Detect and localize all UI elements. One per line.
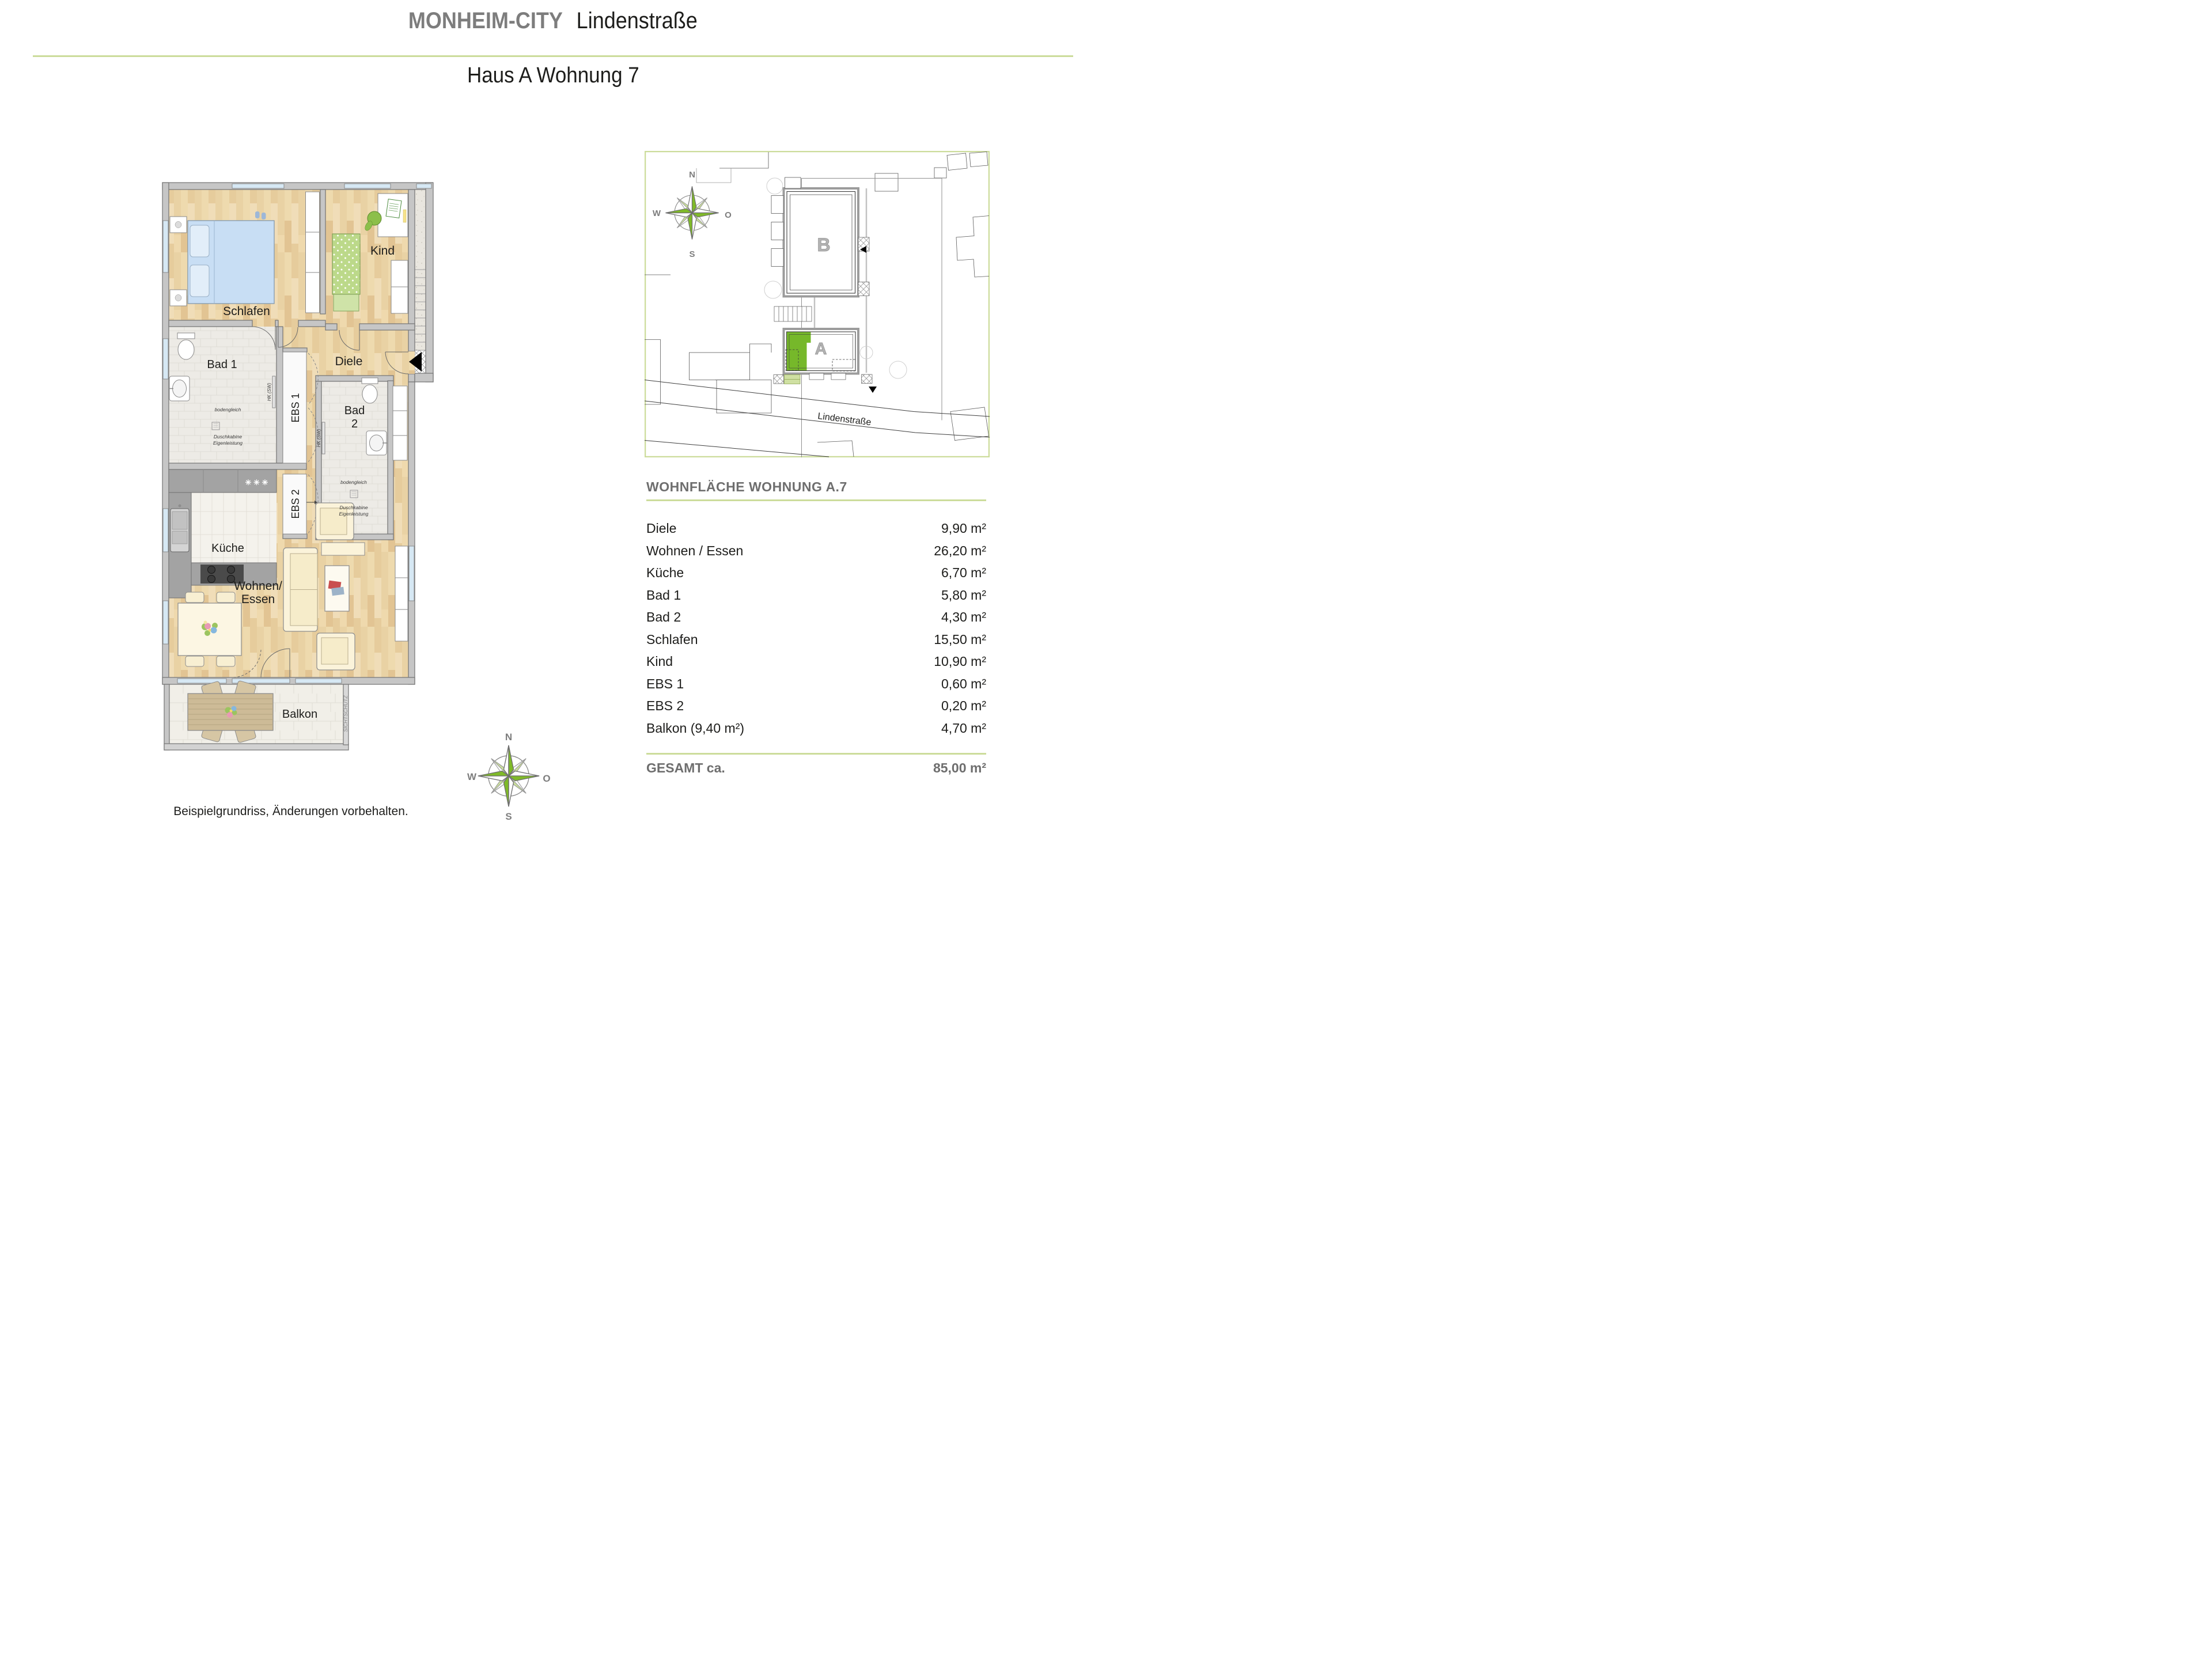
table-row bbox=[646, 521, 986, 543]
site-plan-svg bbox=[645, 151, 990, 457]
row-label: Schlafen bbox=[646, 631, 698, 647]
brochure-page bbox=[0, 0, 1106, 830]
row-label: Wohnen / Essen bbox=[646, 543, 744, 558]
row-value: 5,80 m² bbox=[941, 587, 986, 603]
parking-row bbox=[774, 306, 812, 321]
label-ebs1: EBS 1 bbox=[290, 393, 301, 423]
area-table-title: WOHNFLÄCHE WOHNUNG A.7 bbox=[646, 479, 847, 494]
compass-o-label: O bbox=[725, 210, 732, 220]
window-essen-left bbox=[163, 601, 168, 644]
row-value: 4,70 m² bbox=[941, 720, 986, 736]
table-total-row bbox=[646, 760, 986, 783]
compass-n-label: N bbox=[689, 170, 695, 180]
window-bad1-left bbox=[163, 339, 168, 379]
label-burners: ✳ ✳ ✳ bbox=[245, 478, 268, 487]
window-kueche-left bbox=[163, 509, 168, 552]
row-value: 4,30 m² bbox=[941, 609, 986, 624]
label-kueche: Küche bbox=[211, 542, 244, 555]
table-row bbox=[646, 698, 986, 721]
table-row bbox=[646, 609, 986, 632]
table-row bbox=[646, 654, 986, 676]
label-building-b: B bbox=[817, 234, 831, 255]
label-eigenleistung-1: Eigenleistung bbox=[213, 440, 243, 446]
label-hk-sw-2: HK (SW) bbox=[316, 429, 321, 448]
window-schlafen-left bbox=[163, 221, 168, 272]
row-label: Bad 2 bbox=[646, 609, 681, 624]
row-value: 6,70 m² bbox=[941, 565, 986, 580]
row-label: Küche bbox=[646, 565, 684, 580]
site-plan bbox=[645, 151, 990, 457]
compass-o-label: O bbox=[543, 773, 551, 784]
label-schlafen: Schlafen bbox=[223, 305, 270, 318]
row-value: 10,90 m² bbox=[934, 654, 986, 669]
label-eigenleistung-2: Eigenleistung bbox=[339, 511, 369, 517]
floor-plan bbox=[160, 177, 439, 751]
brand-title: MONHEIM-CITY bbox=[408, 8, 563, 33]
label-diele: Diele bbox=[335, 355, 363, 368]
compass-s-label: S bbox=[689, 249, 695, 259]
floor-plan-svg bbox=[160, 177, 439, 751]
label-duschkabine-2: Duschkabine bbox=[339, 505, 368, 510]
row-label: Kind bbox=[646, 654, 673, 669]
compass-s-label: S bbox=[505, 811, 512, 822]
label-bad2-2: 2 bbox=[351, 418, 358, 430]
row-value: 0,60 m² bbox=[941, 676, 986, 691]
table-row bbox=[646, 543, 986, 566]
window-kind-top bbox=[344, 184, 391, 188]
compass-w-label: W bbox=[467, 771, 477, 782]
label-bad1: Bad 1 bbox=[207, 358, 237, 371]
label-street: Lindenstraße bbox=[817, 411, 872, 428]
table-row bbox=[646, 588, 986, 610]
window-stair-top bbox=[416, 184, 431, 188]
page-subtitle: Haus A Wohnung 7 bbox=[467, 63, 639, 88]
window-wohnen-right bbox=[409, 546, 414, 601]
label-ebs2: EBS 2 bbox=[290, 489, 301, 519]
window-schlafen-top bbox=[232, 184, 284, 188]
table-row bbox=[646, 565, 986, 588]
area-table-rows bbox=[646, 521, 986, 743]
row-label: Bad 1 bbox=[646, 587, 681, 603]
area-table-rule-bottom bbox=[646, 753, 986, 755]
header-divider bbox=[33, 55, 1073, 57]
row-label: Balkon (9,40 m²) bbox=[646, 720, 745, 736]
total-value: 85,00 m² bbox=[933, 760, 986, 775]
row-label: EBS 2 bbox=[646, 698, 684, 713]
label-bad2-1: Bad bbox=[344, 404, 365, 417]
label-wohnen-1: Wohnen/ bbox=[234, 579, 282, 593]
label-building-a: A bbox=[815, 340, 827, 358]
label-duschkabine-1: Duschkabine bbox=[213, 434, 243, 440]
label-wohnen-2: Essen bbox=[241, 593, 275, 606]
label-balkon: Balkon bbox=[282, 708, 318, 721]
label-hk-sw-1: HK (SW) bbox=[267, 382, 272, 402]
row-value: 9,90 m² bbox=[941, 521, 986, 536]
label-bodengleich-2: bodengleich bbox=[340, 479, 367, 485]
row-value: 0,20 m² bbox=[941, 698, 986, 713]
street-title: Lindenstraße bbox=[576, 8, 698, 33]
row-label: EBS 1 bbox=[646, 676, 684, 691]
total-label: GESAMT ca. bbox=[646, 760, 725, 775]
compass-n-label: N bbox=[505, 732, 513, 743]
compass-w-label: W bbox=[652, 209, 661, 218]
row-label: Diele bbox=[646, 521, 677, 536]
building-b bbox=[771, 177, 869, 297]
disclaimer-note: Beispielgrundriss, Änderungen vorbehalten. bbox=[173, 805, 408, 818]
label-sichtschutz: SICHTSCHUTZ bbox=[343, 695, 349, 732]
table-row bbox=[646, 676, 986, 699]
table-row bbox=[646, 721, 986, 743]
table-row bbox=[646, 632, 986, 654]
area-table-rule-top bbox=[646, 499, 986, 501]
label-bodengleich-1: bodengleich bbox=[214, 407, 241, 412]
window-wohnen-bottom-2 bbox=[296, 679, 342, 683]
page-header bbox=[0, 8, 1106, 34]
row-value: 15,50 m² bbox=[934, 631, 986, 647]
area-table bbox=[646, 479, 986, 783]
row-value: 26,20 m² bbox=[934, 543, 986, 558]
label-kind: Kind bbox=[370, 244, 395, 257]
